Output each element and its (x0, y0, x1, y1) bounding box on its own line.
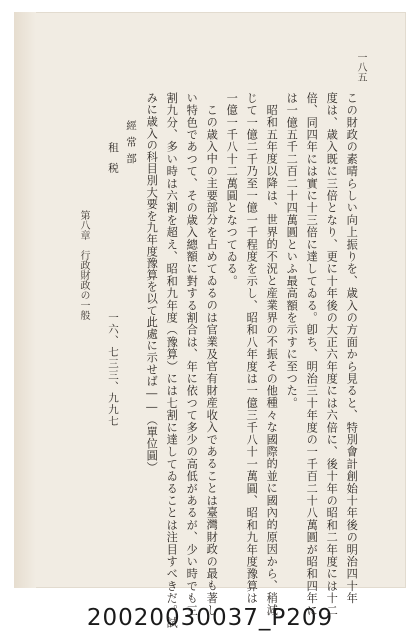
text-column: 割九分、多い時は六割を超え、昭和九年度（豫算）には七割に達してゐることは注目すべきだ。試 (165, 92, 179, 629)
catalog-id-label: 20020030037_P209 (86, 605, 334, 631)
table-row-label: 租税 (107, 142, 119, 183)
text-column: みに歳入の科目別大要を九年度豫算を以て此處に示せば――（單位圓） (145, 92, 159, 474)
text-column: 昭和五年度以降は、世界的不況と産業界の不振その他種々な國際的並に國內的原因から、稍減 (265, 104, 279, 617)
text-column: 倍、同四年には實に十三倍に達してゐる。卽ち、明治三十年度の一千百二十八萬圓が昭和四年に (305, 92, 319, 617)
text-column: じて一億二千乃至一億一千程度を示し、昭和八年度は一億三千八十一萬圓、昭和九年度豫算は (245, 92, 259, 605)
table-section-title: 經常部 (125, 120, 137, 170)
text-column: い特色であつて、その歳入總額に對する割合は、年に依つて多少の高低があるが、少い時でも三 (185, 92, 199, 617)
running-head: 第八章 行政財政の一般 (78, 210, 89, 320)
text-column: 度は、歳入既に三倍となり、更に十年後の大正六年度には六倍に、後十年の昭和二年度には十二 (325, 92, 339, 617)
text-column: は一億五千二百二十四萬圓といふ最高額を示すに至つた。 (285, 92, 299, 410)
text-column: この財政の素晴らしい向上振りを、歳入の方面から見ると、特別會計創始十年後の明治四十年 (345, 92, 359, 605)
text-column: 一億一千八十二萬圓となつてゐる。 (225, 92, 239, 288)
text-column: この歳入中の主要部分を占めてゐるのは官業及官有財産收入であることは臺灣財政の最も著し (205, 104, 219, 617)
page-binding-edge (14, 12, 36, 588)
page-number: 一八五 (355, 52, 366, 82)
table-row-value: 一六、七三三、九九七 (107, 312, 119, 427)
